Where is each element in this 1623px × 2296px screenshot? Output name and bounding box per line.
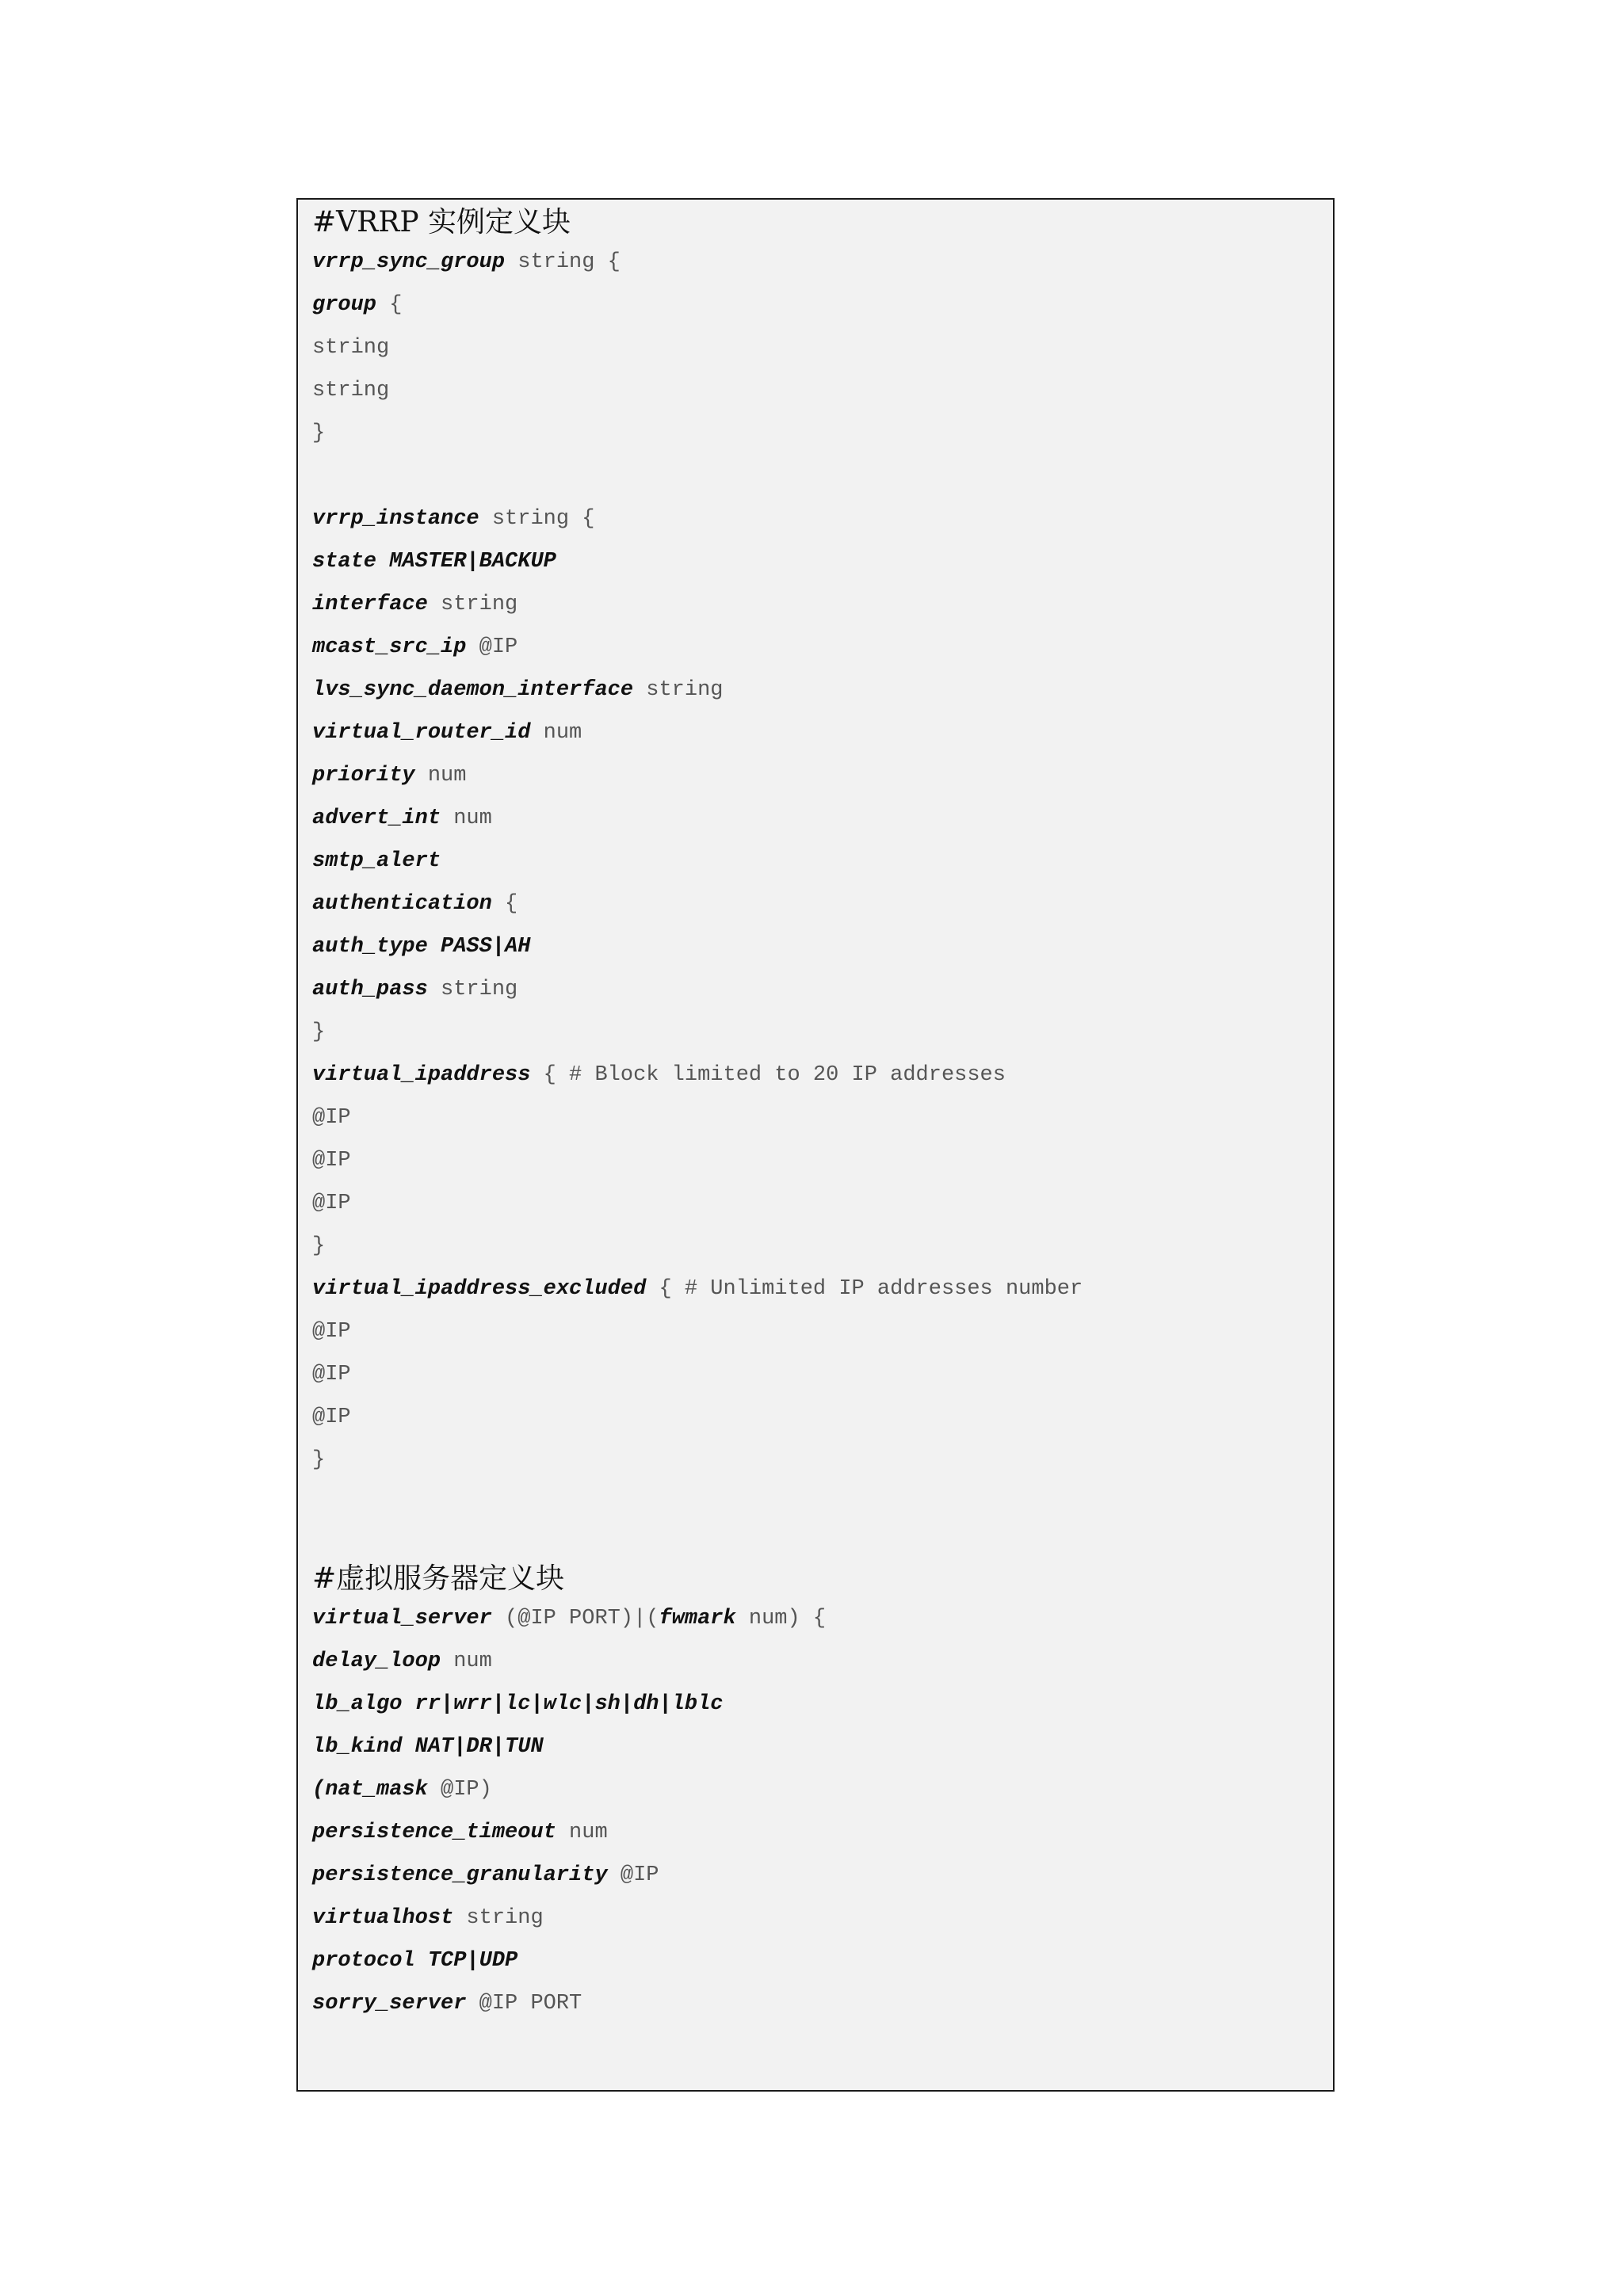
keyword: fwmark xyxy=(659,1607,736,1630)
code-line-state xyxy=(312,540,1319,583)
code-line-nat-mask xyxy=(312,1768,1319,1811)
code-line-vrrp-instance xyxy=(312,498,1319,540)
keyword: delay_loop xyxy=(312,1650,441,1673)
code-text: num xyxy=(441,807,492,830)
code-text: { # Block limited to 20 IP addresses xyxy=(530,1063,1006,1087)
keyword: virtual_ipaddress_excluded xyxy=(312,1277,647,1301)
keyword: group xyxy=(312,293,377,317)
code-line-authentication xyxy=(312,883,1319,925)
keyword: interface xyxy=(312,593,428,616)
code-line-ip: @IP xyxy=(312,1363,351,1386)
code-line-auth-pass xyxy=(312,968,1319,1011)
code-line-router-id xyxy=(312,711,1319,754)
code-line-sync-group xyxy=(312,241,1319,284)
code-line-ip: @IP xyxy=(312,1106,351,1130)
keyword: sorry_server xyxy=(312,1992,467,2016)
code-text: { xyxy=(376,293,403,317)
code-text: string { xyxy=(479,507,595,531)
code-text: num xyxy=(414,764,467,788)
code-line-close-brace: } xyxy=(312,1020,326,1044)
code-text: string xyxy=(633,678,724,702)
keyword: virtualhost xyxy=(312,1906,454,1930)
keyword: auth_type PASS|AH xyxy=(312,935,531,959)
code-line-virtual-ipaddress xyxy=(312,1054,1319,1097)
code-line-ip: @IP xyxy=(312,1405,351,1429)
code-line-close-brace: } xyxy=(312,1448,326,1472)
keyword: (nat_mask xyxy=(312,1778,428,1802)
code-text: { # Unlimited IP addresses number xyxy=(646,1277,1083,1301)
code-line-smtp-alert xyxy=(312,840,1319,883)
code-text: @IP PORT xyxy=(466,1992,582,2016)
code-line-virtual-ipaddress-excluded xyxy=(312,1268,1319,1310)
blank-line xyxy=(312,455,1319,498)
code-line-ip: @IP xyxy=(312,1149,351,1173)
code-line-lb-kind xyxy=(312,1726,1319,1768)
code-line-persistence-granularity xyxy=(312,1854,1319,1897)
keyword: persistence_timeout xyxy=(312,1821,556,1844)
code-line-priority xyxy=(312,754,1319,797)
keyword: state MASTER|BACKUP xyxy=(312,550,556,574)
keyword: vrrp_instance xyxy=(312,507,479,531)
code-line-close-brace: } xyxy=(312,421,326,445)
code-text: string xyxy=(427,978,518,1001)
keyword: vrrp_sync_group xyxy=(312,250,506,274)
keyword: advert_int xyxy=(312,807,441,830)
keyword: virtual_ipaddress xyxy=(312,1063,531,1087)
code-line-close-brace: } xyxy=(312,1234,326,1258)
code-line-group-member: string xyxy=(312,336,390,360)
code-text: string { xyxy=(505,250,621,274)
code-text: num xyxy=(556,1821,608,1844)
code-text: string xyxy=(453,1906,544,1930)
code-text: num xyxy=(530,721,582,745)
keyword: virtual_router_id xyxy=(312,721,531,745)
code-line-sorry-server xyxy=(312,1982,1319,2025)
code-line-group xyxy=(312,284,1319,326)
virtual-server-section-heading: #虚拟服务器定义块 xyxy=(312,1562,565,1595)
blank-line xyxy=(312,1482,1319,1561)
keyword: authentication xyxy=(312,892,492,916)
code-line-group-member: string xyxy=(312,379,390,402)
code-line-lvs-sync xyxy=(312,669,1319,711)
code-line-ip: @IP xyxy=(312,1320,351,1344)
keyword: priority xyxy=(312,764,415,788)
code-text: @IP xyxy=(466,635,518,659)
keyword: lb_kind NAT|DR|TUN xyxy=(312,1735,544,1759)
code-line-advert-int xyxy=(312,797,1319,840)
code-text: @IP) xyxy=(427,1778,492,1802)
code-line-lb-algo xyxy=(312,1683,1319,1726)
code-line-virtualhost xyxy=(312,1897,1319,1939)
code-line-interface xyxy=(312,583,1319,626)
keyword: auth_pass xyxy=(312,978,428,1001)
code-line-protocol xyxy=(312,1939,1319,1982)
code-line-delay-loop xyxy=(312,1640,1319,1683)
code-text: @IP xyxy=(607,1863,659,1887)
keyword: protocol TCP|UDP xyxy=(312,1949,518,1973)
vrrp-section-heading: #VRRP 实例定义块 xyxy=(312,206,571,238)
keyword: mcast_src_ip xyxy=(312,635,467,659)
keyword: virtual_server xyxy=(312,1607,492,1630)
code-text: string xyxy=(427,593,518,616)
keyword: lb_algo rr|wrr|lc|wlc|sh|dh|lblc xyxy=(312,1692,724,1716)
keyword: persistence_granularity xyxy=(312,1863,608,1887)
config-code-block xyxy=(296,198,1335,2092)
keyword: lvs_sync_daemon_interface xyxy=(312,678,634,702)
code-line-virtual-server xyxy=(312,1597,1319,1640)
code-text: num) { xyxy=(735,1607,827,1630)
code-text: (@IP PORT)|( xyxy=(491,1607,659,1630)
code-line-persistence-timeout xyxy=(312,1811,1319,1854)
code-text: num xyxy=(441,1650,492,1673)
code-line-ip: @IP xyxy=(312,1192,351,1215)
code-line-auth-type xyxy=(312,925,1319,968)
code-line-mcast-src-ip xyxy=(312,626,1319,669)
code-text: { xyxy=(491,892,518,916)
keyword: smtp_alert xyxy=(312,849,441,873)
